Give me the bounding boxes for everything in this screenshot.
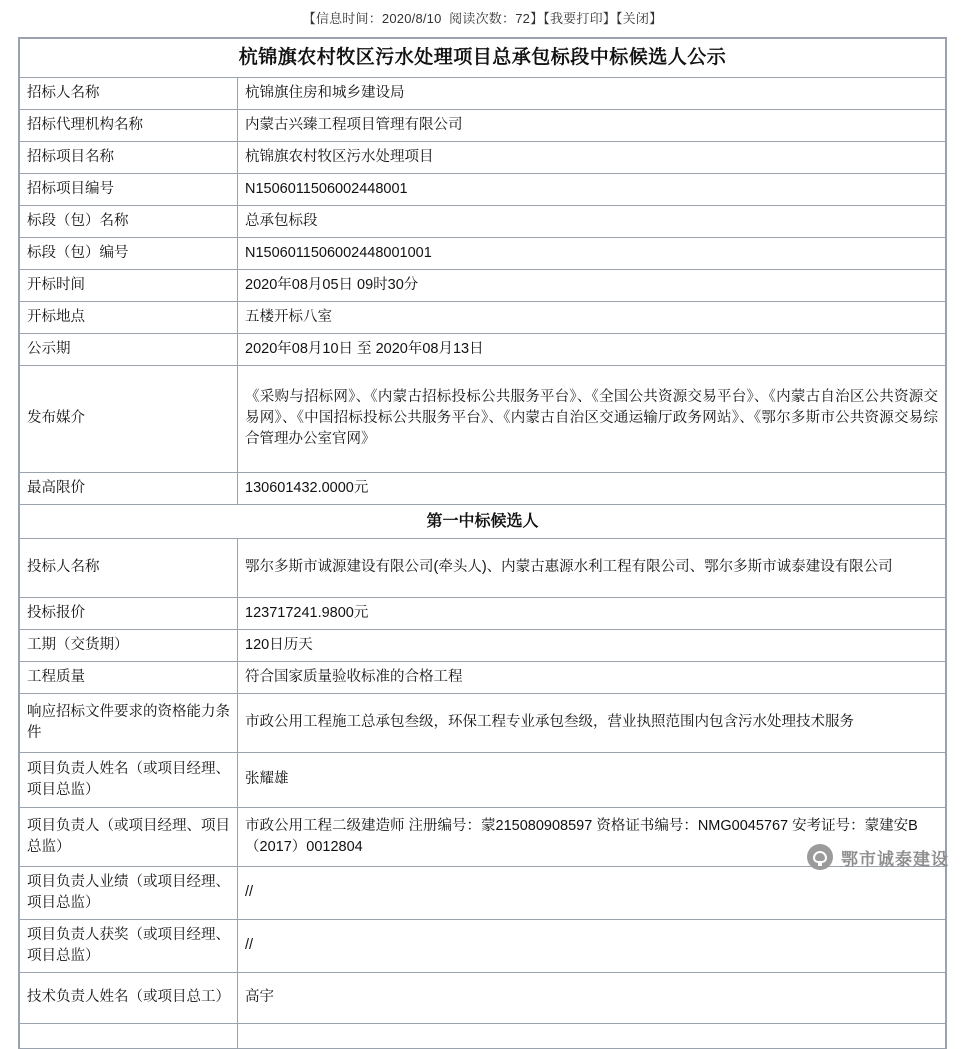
row-label: 开标地点 [20, 301, 238, 333]
row-label: 投标人名称 [20, 538, 238, 597]
table-row [20, 205, 946, 237]
row-value: N1506011506002448001001 [238, 237, 946, 269]
row-value: 内蒙古兴臻工程项目管理有限公司 [238, 109, 946, 141]
read-count-value: 72 [515, 11, 531, 26]
row-value: 高宇 [238, 973, 946, 1024]
row-label: 招标项目名称 [20, 141, 238, 173]
table-row [20, 973, 946, 1024]
table-row [20, 538, 946, 597]
row-value: 杭锦旗住房和城乡建设局 [238, 77, 946, 109]
table-row [20, 629, 946, 661]
row-value: 《采购与招标网》、《内蒙古招标投标公共服务平台》、《全国公共资源交易平台》、《内蒙古自治区公共资源交易网》、《中国招标投标公共服务平台》、《内蒙古自治区交通运输厅政务网站》、《鄂尔多斯市公共资源交易综合管理办公室官网》 [238, 365, 946, 472]
table-row [20, 661, 946, 693]
row-label: 招标代理机构名称 [20, 109, 238, 141]
table-row [20, 752, 946, 807]
table-row [20, 173, 946, 205]
row-label: 工期（交货期） [20, 629, 238, 661]
row-label: 发布媒介 [20, 365, 238, 472]
announcement-table [19, 38, 946, 1049]
table-row [20, 365, 946, 472]
row-label: 招标项目编号 [20, 173, 238, 205]
row-value: 杭锦旗农村牧区污水处理项目 [238, 141, 946, 173]
row-label: 项目负责人获奖（或项目经理、项目总监） [20, 919, 238, 972]
row-value: 总承包标段 [238, 205, 946, 237]
table-row-partial [20, 1024, 946, 1049]
info-close-bracket: 】 [530, 11, 544, 26]
row-label: 最高限价 [20, 472, 238, 504]
section-header-row [20, 504, 946, 538]
row-label: 项目负责人业绩（或项目经理、项目总监） [20, 866, 238, 919]
row-value: // [238, 866, 946, 919]
table-row [20, 693, 946, 752]
row-label: 工程质量 [20, 661, 238, 693]
table-row [20, 333, 946, 365]
wechat-account-icon [807, 844, 833, 870]
table-row [20, 866, 946, 919]
table-row [20, 301, 946, 333]
row-label: 投标报价 [20, 597, 238, 629]
row-value: 鄂尔多斯市诚源建设有限公司(牵头人)、内蒙古惠源水利工程有限公司、鄂尔多斯市诚泰建设有限公司 [238, 538, 946, 597]
info-bar [0, 0, 965, 37]
section-title-first-candidate: 第一中标候选人 [20, 504, 946, 538]
row-value [238, 1024, 946, 1049]
row-value: 张耀雄 [238, 752, 946, 807]
row-label: 项目负责人（或项目经理、项目总监） [20, 807, 238, 866]
row-value: 130601432.0000元 [238, 472, 946, 504]
row-label: 公示期 [20, 333, 238, 365]
row-label: 标段（包）编号 [20, 237, 238, 269]
row-label: 响应招标文件要求的资格能力条件 [20, 693, 238, 752]
page-title: 杭锦旗农村牧区污水处理项目总承包标段中标候选人公示 [20, 39, 946, 78]
table-row [20, 237, 946, 269]
row-label: 标段（包）名称 [20, 205, 238, 237]
row-label: 技术负责人姓名（或项目总工） [20, 973, 238, 1024]
table-row [20, 597, 946, 629]
read-count-label: 阅读次数： [449, 11, 516, 26]
watermark-label: 鄂市诚泰建设 [841, 849, 949, 869]
table-row [20, 141, 946, 173]
row-label [20, 1024, 238, 1049]
table-row [20, 269, 946, 301]
row-value: // [238, 919, 946, 972]
announcement-table-wrapper [18, 37, 947, 1049]
row-value: 123717241.9800元 [238, 597, 946, 629]
print-link[interactable]: 【我要打印】 [543, 11, 616, 26]
row-value: 五楼开标八室 [238, 301, 946, 333]
info-time-prefix: 【信息时间： [302, 11, 382, 26]
row-value: 市政公用工程施工总承包叁级，环保工程专业承包叁级，营业执照范围内包含污水处理技术服务 [238, 693, 946, 752]
row-value: N1506011506002448001 [238, 173, 946, 205]
table-row [20, 472, 946, 504]
info-date: 2020/8/10 [381, 11, 442, 26]
row-value: 符合国家质量验收标准的合格工程 [238, 661, 946, 693]
row-label: 招标人名称 [20, 77, 238, 109]
row-label: 项目负责人姓名（或项目经理、项目总监） [20, 752, 238, 807]
row-label: 开标时间 [20, 269, 238, 301]
watermark [807, 844, 949, 870]
table-row [20, 77, 946, 109]
row-value: 2020年08月05日 09时30分 [238, 269, 946, 301]
table-row [20, 109, 946, 141]
row-value: 市政公用工程二级建造师 注册编号：蒙215080908597 资格证书编号：NMG0045767 安考证号：蒙建安B（2017）0012804 [238, 807, 946, 866]
row-value: 2020年08月10日 至 2020年08月13日 [238, 333, 946, 365]
close-link[interactable]: 【关闭】 [615, 11, 663, 26]
table-row [20, 919, 946, 972]
row-value: 120日历天 [238, 629, 946, 661]
title-row [20, 39, 946, 78]
